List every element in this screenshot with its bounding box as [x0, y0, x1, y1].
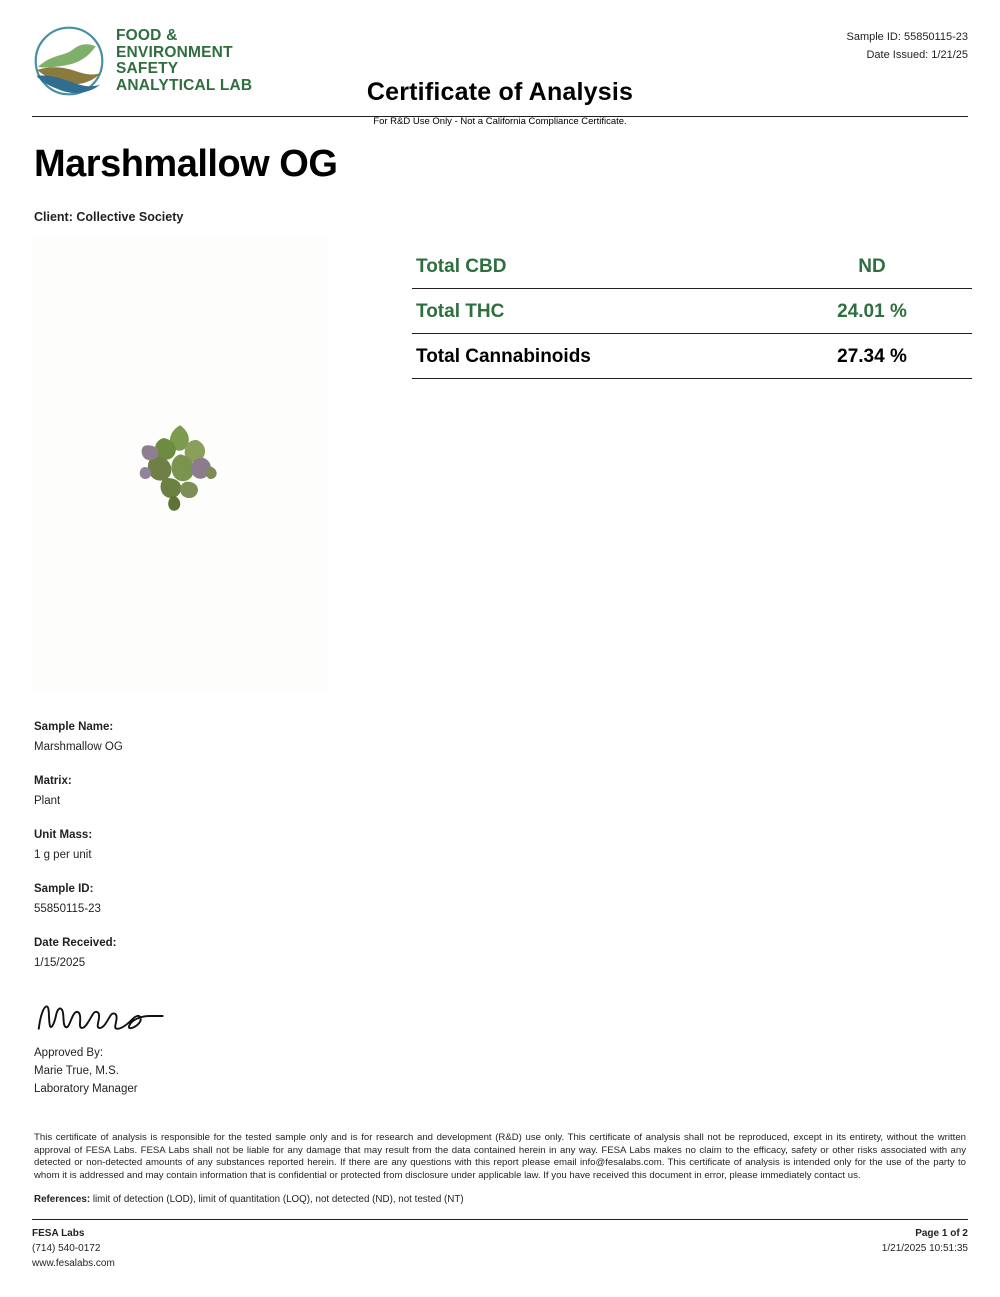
sample-details — [34, 721, 968, 969]
cannabinoid-summary-table — [412, 250, 972, 379]
logo-line-1: FOOD & — [116, 27, 178, 44]
logo-line-2: ENVIRONMENT — [116, 43, 233, 61]
approved-by-label: Approved By: — [34, 1047, 104, 1059]
page-subtitle: For R&D Use Only - Not a California Compliance Certificate. — [373, 116, 627, 127]
detail-label: Unit Mass: — [34, 829, 93, 841]
summary-row-total-cbd — [412, 250, 972, 289]
leaf-wave-circle-logo-icon — [32, 24, 106, 98]
client-name: Client: Collective Society — [34, 210, 184, 224]
handwritten-signature-icon — [34, 995, 169, 1037]
detail-value: 55850115-23 — [34, 903, 101, 915]
header-divider — [32, 116, 968, 117]
footer-phone: (714) 540-0172 — [32, 1243, 101, 1254]
page-title: Certificate of Analysis — [366, 78, 634, 106]
detail-value: Marshmallow OG — [34, 741, 123, 753]
body-row — [32, 238, 968, 693]
header-sample-id: Sample ID: 55850115-23 — [846, 31, 968, 43]
header-meta — [847, 28, 969, 64]
left-column — [32, 238, 382, 693]
approver-role: Laboratory Manager — [34, 1083, 138, 1095]
summary-label: Total CBD — [416, 256, 507, 277]
header-date-issued: Date Issued: 1/21/25 — [866, 49, 968, 61]
detail-value: 1/15/2025 — [34, 957, 86, 969]
summary-row-total-cannabinoids — [412, 334, 972, 379]
footer-lab-name: FESA Labs — [32, 1228, 85, 1239]
cannabis-flower-sample-photo — [32, 238, 327, 693]
summary-label: Total Cannabinoids — [416, 346, 591, 367]
page-header — [32, 0, 968, 127]
footer-website[interactable]: www.fesalabs.com — [32, 1258, 115, 1269]
summary-value: ND — [858, 256, 886, 277]
detail-label: Matrix: — [34, 775, 72, 787]
detail-label: Sample ID: — [34, 883, 94, 895]
bud-illustration — [127, 418, 237, 518]
summary-row-total-thc — [412, 289, 972, 334]
summary-value: 27.34 % — [837, 346, 907, 367]
product-name: Marshmallow OG — [34, 143, 338, 185]
footer-row — [32, 1226, 968, 1271]
logo-line-3: SAFETY — [116, 60, 179, 77]
references-text: limit of detection (LOD), limit of quantitation (LOQ), not detected (ND), not tested (NT) — [90, 1194, 464, 1206]
detail-sample-name — [34, 721, 968, 753]
references-label: References: — [34, 1194, 91, 1206]
page-footer — [32, 1219, 968, 1271]
footer-lab-info — [32, 1226, 115, 1271]
footer-page-number: Page 1 of 2 — [915, 1228, 968, 1239]
summary-value: 24.01 % — [837, 301, 907, 322]
detail-sample-id — [34, 883, 968, 915]
detail-label: Date Received: — [34, 937, 117, 949]
footer-page-info — [882, 1226, 968, 1271]
detail-value: 1 g per unit — [34, 849, 92, 861]
detail-label: Sample Name: — [34, 721, 114, 733]
footer-divider — [32, 1219, 968, 1220]
detail-matrix — [34, 775, 968, 807]
references-line — [34, 1194, 966, 1205]
lab-logo — [32, 0, 332, 98]
footer-timestamp: 1/21/2025 10:51:35 — [881, 1243, 968, 1254]
logo-line-4: ANALYTICAL LAB — [116, 76, 253, 94]
approver-name: Marie True, M.S. — [34, 1065, 119, 1077]
summary-label: Total THC — [416, 301, 505, 322]
approval-signature-block — [34, 995, 968, 1098]
disclaimer-text: This certificate of analysis is responsible for the tested sample only and is for research and development (R&D) use only. This certificate of analysis shall not be reproduced, except in its entirety, without the written approval of FESA Labs. FESA Labs shall not be liable for any damage that may result from the data contained herein in any way. FESA Labs makes no claim to the efficacy, safety or other risks associated with any detected or non-detected amounts of any substances reported herein. If there are any questions with this report please email info@fesalabs.com. This certificate of analysis is intended only for the use of the party to whom it is addressed and may contain information that is confidential or protected from disclosure under applicable law. If you have received this document in error, please immediately contact us. — [34, 1132, 966, 1181]
detail-value: Plant — [34, 795, 61, 807]
right-column — [382, 238, 972, 693]
lab-logo-text — [116, 28, 252, 94]
detail-date-received — [34, 937, 968, 969]
detail-unit-mass — [34, 829, 968, 861]
